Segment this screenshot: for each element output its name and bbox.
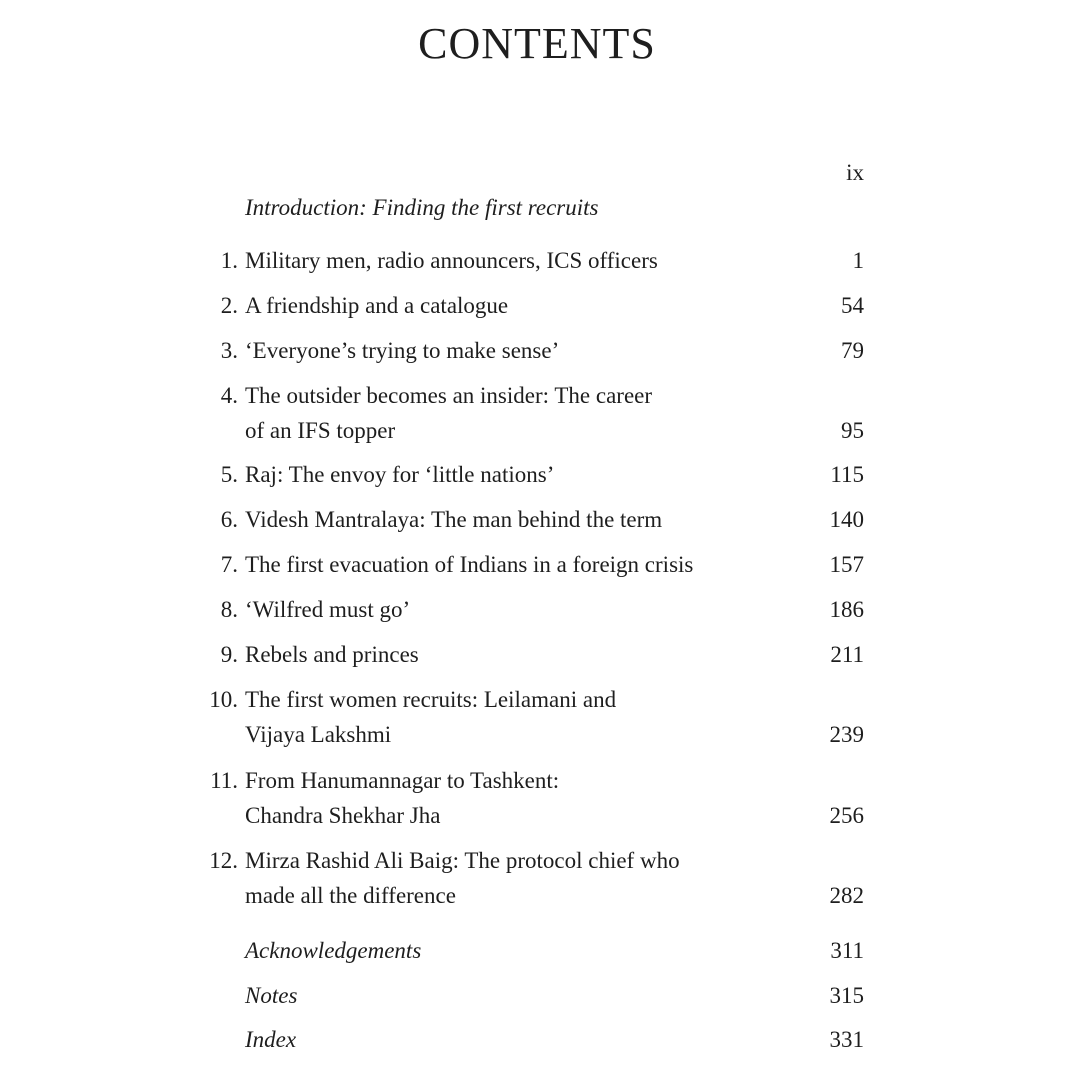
toc-entry-title: Notes — [245, 983, 298, 1008]
chapter-number: 3. — [220, 338, 238, 363]
toc-entry-title — [245, 502, 765, 537]
title-line: ‘Everyone’s trying to make sense’ — [245, 338, 560, 363]
chapter-number: 10. — [209, 687, 238, 712]
toc-entry-title — [245, 637, 765, 672]
toc-entry-index[interactable] — [0, 1022, 1080, 1057]
toc-entry-title — [245, 843, 765, 913]
toc-entry-title — [245, 243, 765, 278]
toc-entry-page: 256 — [829, 803, 864, 828]
toc-entry-chapter-2[interactable] — [0, 288, 1080, 323]
title-line: of an IFS topper — [245, 418, 396, 443]
toc-entry-chapter-11[interactable] — [0, 763, 1080, 833]
toc-entry-title — [245, 763, 765, 833]
toc-entry-page: 54 — [841, 293, 864, 318]
chapter-number: 1. — [220, 248, 238, 273]
toc-entry-page: 186 — [829, 597, 864, 622]
page-title: CONTENTS — [418, 19, 656, 68]
toc-entry-chapter-4[interactable] — [0, 378, 1080, 448]
toc-entry-page: 311 — [830, 938, 864, 963]
toc-entry-page: 211 — [830, 642, 864, 667]
toc-entry-title — [245, 288, 765, 323]
toc-entry-chapter-7[interactable] — [0, 547, 1080, 582]
chapter-number: 6. — [220, 507, 238, 532]
toc-entry-chapter-1[interactable] — [0, 243, 1080, 278]
chapter-number: 9. — [220, 642, 238, 667]
title-line: Rebels and princes — [245, 642, 419, 667]
toc-entry-page: ix — [846, 160, 864, 185]
toc-entry-chapter-6[interactable] — [0, 502, 1080, 537]
toc-entry-title — [245, 333, 765, 368]
chapter-number: 5. — [220, 462, 238, 487]
toc-entry-chapter-9[interactable] — [0, 637, 1080, 672]
toc-entry-chapter-10[interactable] — [0, 682, 1080, 752]
title-line: Chandra Shekhar Jha — [245, 803, 441, 828]
toc-entry-page: 331 — [829, 1027, 864, 1052]
chapter-number: 2. — [220, 293, 238, 318]
title-line: Raj: The envoy for ‘little nations’ — [245, 462, 555, 487]
toc-entry-title — [245, 682, 765, 752]
title-line: Videsh Mantralaya: The man behind the term — [245, 507, 663, 532]
toc-entry-page: 1 — [852, 248, 864, 273]
toc-entry-title: Introduction: Finding the first recruits — [245, 195, 599, 220]
title-line: Military men, radio announcers, ICS officers — [245, 248, 658, 273]
chapter-number: 7. — [220, 552, 238, 577]
chapter-number: 12. — [209, 848, 238, 873]
toc-entry-page: 315 — [829, 983, 864, 1008]
title-line: Mirza Rashid Ali Baig: The protocol chief who — [245, 848, 680, 873]
title-line: A friendship and a catalogue — [245, 293, 509, 318]
toc-entry-acknowledgements[interactable] — [0, 933, 1080, 968]
title-line: The first evacuation of Indians in a foreign crisis — [245, 552, 694, 577]
toc-entry-page: 157 — [829, 552, 864, 577]
toc-entry-title — [245, 547, 765, 582]
toc-entry-title: Index — [245, 1027, 297, 1052]
toc-entry-page: 140 — [829, 507, 864, 532]
toc-entry-page: 115 — [830, 462, 864, 487]
toc-entry-chapter-8[interactable] — [0, 592, 1080, 627]
title-line: The outsider becomes an insider: The career — [245, 383, 653, 408]
title-line: made all the difference — [245, 883, 456, 908]
toc-entry-page: 282 — [829, 883, 864, 908]
toc-entry-title — [245, 592, 765, 627]
title-line: ‘Wilfred must go’ — [245, 597, 411, 622]
toc-entry-page: 239 — [829, 722, 864, 747]
title-line: From Hanumannagar to Tashkent: — [245, 768, 560, 793]
chapter-number: 11. — [210, 768, 238, 793]
toc-entry-title: Acknowledgements — [245, 938, 422, 963]
toc-entry-title — [245, 378, 765, 448]
chapter-number: 4. — [220, 383, 238, 408]
toc-entry-notes[interactable] — [0, 978, 1080, 1013]
toc-entry-chapter-5[interactable] — [0, 457, 1080, 492]
toc-entry-page: 79 — [841, 338, 864, 363]
toc-entry-chapter-12[interactable] — [0, 843, 1080, 913]
chapter-number: 8. — [220, 597, 238, 622]
toc-entry-page: 95 — [841, 418, 864, 443]
title-line: Vijaya Lakshmi — [245, 722, 392, 747]
toc-entry-chapter-3[interactable] — [0, 333, 1080, 368]
toc-entry-title — [245, 457, 765, 492]
title-line: The first women recruits: Leilamani and — [245, 687, 617, 712]
